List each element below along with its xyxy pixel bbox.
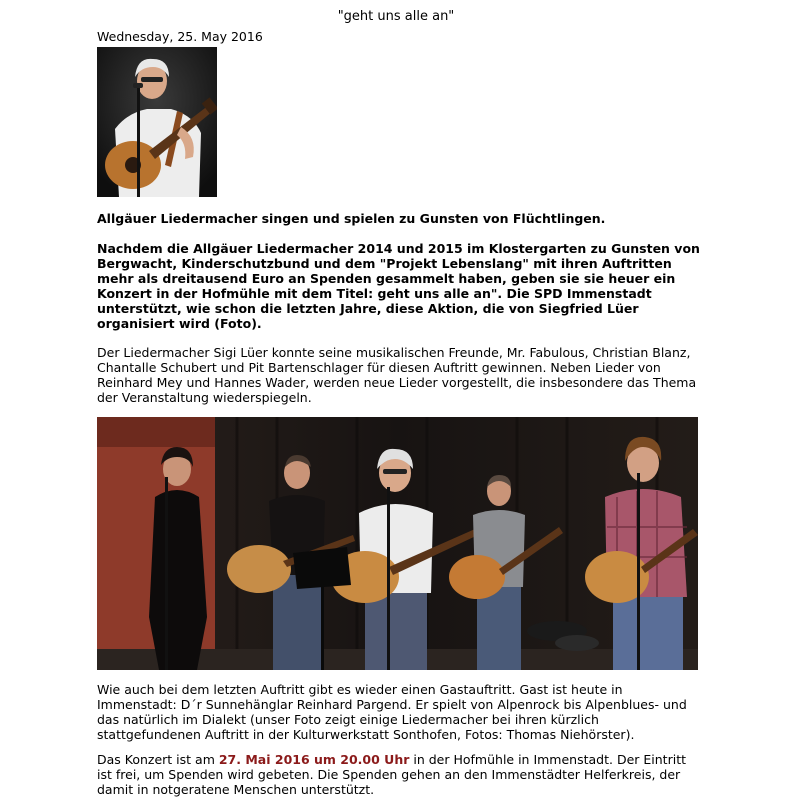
band-concert-photo bbox=[97, 417, 698, 670]
article-date: Wednesday, 25. May 2016 bbox=[97, 29, 263, 44]
article bbox=[97, 29, 702, 797]
event-text-after: in der Hofmühle in Immenstadt. Der Eintritt ist frei, um Spenden wird gebeten. Die Spenden gehen an den Immenstädter Helferkreis, der damit in notgeratene Menschen unterstützt. bbox=[97, 752, 686, 797]
event-text-before: Das Konzert ist am bbox=[97, 752, 219, 767]
article-lead: Nachdem die Allgäuer Liedermacher 2014 und 2015 im Klostergarten zu Gunsten von Bergwacht, Kinderschutzbund und dem "Projekt Lebenslang" mit ihren Auftritten mehr als dreitausend Euro an Spenden gesammelt haben, geben sie sie heuer ein Konzert in der Hofmühle mit dem Titel: geht uns alle an". Die SPD Immenstadt unterstützt, wie schon die letzten Jahre, diese Aktion, die von Siegfried Lüer organisiert wird (Foto). bbox=[97, 241, 700, 331]
event-date-highlight: 27. Mai 2016 um 20.00 Uhr bbox=[218, 752, 410, 767]
page-title: "geht uns alle an" bbox=[337, 9, 455, 24]
article-headline: Allgäuer Liedermacher singen und spielen zu Gunsten von Flüchtlingen. bbox=[97, 211, 606, 226]
article-paragraph-event bbox=[97, 752, 702, 797]
article-paragraph: Der Liedermacher Sigi Lüer konnte seine musikalischen Freunde, Mr. Fabulous, Christian Blanz, Chantalle Schubert und Pit Bartenschlager für diesen Auftritt gewinnen. Neben Lieder von Reinhard Mey und Hannes Wader, werden neue Lieder vorgestellt, die insbesondere das Thema der Veranstaltung wiederspiegeln. bbox=[97, 345, 697, 405]
article-paragraph: Wie auch bei dem letzten Auftritt gibt es wieder einen Gastauftritt. Gast ist heute in Immenstadt: D´r Sunnehänglar Reinhard Pargend. Er spielt von Alpenrock bis Alpenblues- und das natürlich im Dialekt (unser Foto zeigt einige Liedermacher bei ihren kürzlich stattgefundenen Auftritt in der Kulturwerkstatt Sonthofen, Fotos: Thomas Niehörster). bbox=[97, 682, 687, 742]
singer-portrait-photo bbox=[97, 47, 217, 197]
